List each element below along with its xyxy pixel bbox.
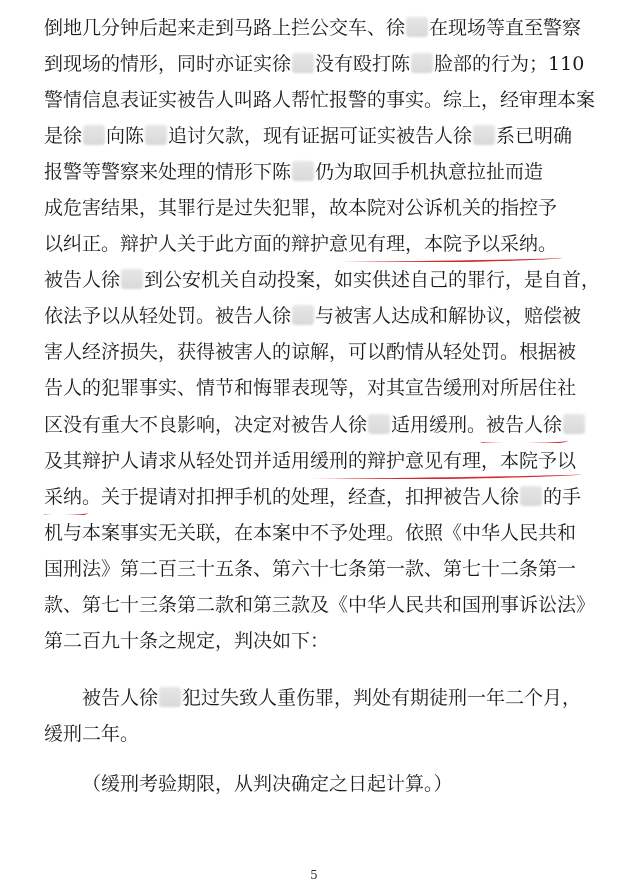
text-line xyxy=(82,680,628,716)
redacted-name xyxy=(292,53,314,73)
text-line xyxy=(44,587,604,623)
text-segment: 机与本案事实无关联，在本案中不予处理。依照《中华人民共和 xyxy=(44,522,577,544)
text-line xyxy=(44,370,604,406)
text-segment: 向陈 xyxy=(106,125,145,147)
redacted-name xyxy=(83,125,105,145)
text-segment: 脸部的行为；110 xyxy=(434,53,585,75)
redacted-name xyxy=(145,125,167,145)
text-line xyxy=(44,118,604,154)
text-segment: 。关于提请对扣押手机的处理，经查，扣押被告人徐 xyxy=(82,486,520,508)
text-segment: 适用缓刑。 xyxy=(391,414,487,436)
text-line xyxy=(44,407,604,443)
redacted-name xyxy=(473,125,495,145)
text-segment: 系已明确 xyxy=(496,125,573,147)
text-segment: 国刑法》第二百三十五条、第六十七条第一款、第七十二条第一 xyxy=(44,558,577,580)
text-line xyxy=(44,298,604,334)
redacted-name xyxy=(411,53,433,73)
text-segment: 被告人徐 xyxy=(82,687,159,709)
redacted-name xyxy=(563,414,585,434)
text-segment: 以纠正。 xyxy=(44,233,121,255)
text-segment: 害人经济损失，获得被害人的谅解，可以酌情从轻处罚。根据被 xyxy=(44,341,577,363)
text-line xyxy=(44,515,604,551)
text-line xyxy=(44,623,604,659)
red-underlined-text: 辩护人关于此方面的辩护意见有理，本院予以采纳。 xyxy=(120,226,557,262)
text-segment: 区没有重大不良影响，决定对被告人徐 xyxy=(44,414,368,436)
text-segment: 到公安机关自动投案，如实供述自己的罪行，是自首， xyxy=(144,269,601,291)
text-segment: 在现场等直至警察 xyxy=(429,17,582,39)
text-segment: 是徐 xyxy=(44,125,83,147)
text-segment: 追讨欠款，现有证据可证实被告人徐 xyxy=(168,125,473,147)
text-line xyxy=(82,766,628,802)
text-line xyxy=(44,334,604,370)
redacted-name xyxy=(121,269,143,289)
text-line xyxy=(44,262,604,298)
text-segment: 缓刑二年。 xyxy=(44,723,140,745)
text-line xyxy=(44,154,604,190)
text-line xyxy=(44,46,604,82)
red-underlined-text: 被告人徐 xyxy=(486,407,562,443)
text-segment: 报警等警察来处理的情形下陈 xyxy=(44,161,292,183)
text-segment: 到现场的情形，同时亦证实徐 xyxy=(44,53,292,75)
text-segment: 第二百九十条之规定，判决如下： xyxy=(44,630,330,652)
redacted-name xyxy=(292,305,314,325)
redacted-name xyxy=(159,687,181,707)
text-segment: 被告人徐 xyxy=(44,269,121,291)
text-segment: 没有殴打陈 xyxy=(315,53,411,75)
redacted-name xyxy=(406,17,428,37)
text-segment: （缓刑考验期限，从判决确定之日起计算。） xyxy=(82,773,453,795)
text-segment: 与被害人达成和解协议，赔偿被 xyxy=(315,305,582,327)
redacted-name xyxy=(292,161,314,181)
page-number: 5 xyxy=(310,868,318,882)
text-segment: 倒地几分钟后起来走到马路上拦公交车、徐 xyxy=(44,17,406,39)
text-line xyxy=(44,716,604,752)
text-segment: 犯过失致人重伤罪，判处有期徒刑一年二个月， xyxy=(182,687,582,709)
text-segment: 警情信息表证实被告人叫路人帮忙报警的事实。综上，经审理本案 xyxy=(44,89,596,111)
text-segment: 告人的犯罪事实、情节和悔罪表现等，对其宣告缓刑对所居住社 xyxy=(44,377,577,399)
red-underlined-text: 采纳 xyxy=(44,479,82,515)
redacted-name xyxy=(520,486,542,506)
text-line xyxy=(44,226,604,262)
text-segment: 依法予以从轻处罚。被告人徐 xyxy=(44,305,292,327)
text-line xyxy=(44,443,604,479)
text-segment: 成危害结果，其罪行是过失犯罪，故本院对公诉机关的指控予 xyxy=(44,197,558,219)
redacted-name xyxy=(368,414,390,434)
text-segment: 仍为取回手机执意拉扯而造 xyxy=(315,161,544,183)
text-segment: 的手 xyxy=(543,486,582,508)
text-line xyxy=(44,551,604,587)
text-line xyxy=(44,479,604,515)
text-segment: 款、第七十三条第二款和第三款及《中华人民共和国刑事诉讼法》 xyxy=(44,594,596,616)
text-line xyxy=(44,190,604,226)
text-line xyxy=(44,10,604,46)
text-line xyxy=(44,82,604,118)
red-underlined-text: 及其辩护人请求从轻处罚并适用缓刑的辩护意见有理，本院予以 xyxy=(44,443,576,479)
